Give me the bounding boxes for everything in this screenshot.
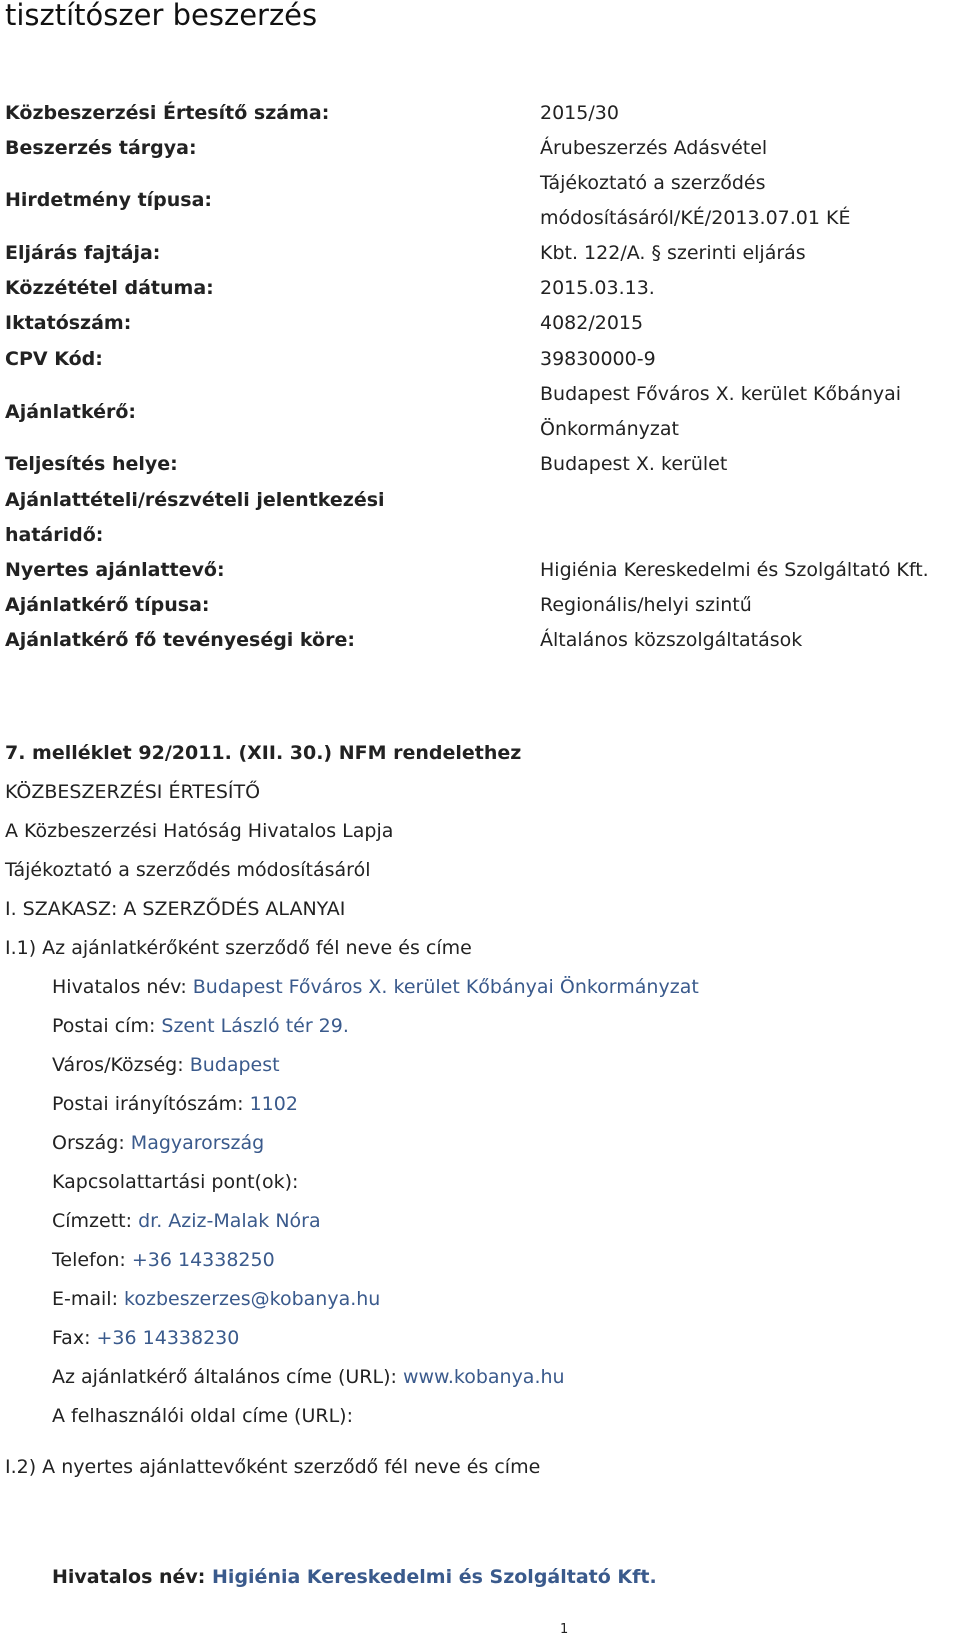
nyertes-value: Higiénia Kereskedelmi és Szolgáltató Kft. bbox=[540, 559, 929, 581]
contact-field-label: Postai cím: bbox=[52, 1015, 162, 1037]
melleklet-heading: 7. melléklet 92/2011. (XII. 30.) NFM rendelethez bbox=[5, 742, 522, 764]
contact-field-value: dr. Aziz-Malak Nóra bbox=[138, 1210, 321, 1232]
section-i1: I.1) Az ajánlatkérőként szerződő fél neve és címe bbox=[5, 937, 472, 959]
contact-field bbox=[52, 1280, 380, 1319]
contact-field-label: Telefon: bbox=[52, 1249, 132, 1271]
ertesito-value: 2015/30 bbox=[540, 102, 619, 124]
hirdetmeny-label: Hirdetmény típusa: bbox=[5, 189, 213, 211]
targy-label: Beszerzés tárgya: bbox=[5, 137, 197, 159]
contact-field-value: Magyarország bbox=[130, 1132, 265, 1154]
teljesites-label: Teljesítés helye: bbox=[5, 453, 178, 475]
contact-field bbox=[52, 1319, 239, 1358]
szakasz-heading: I. SZAKASZ: A SZERZŐDÉS ALANYAI bbox=[5, 898, 346, 920]
contact-field bbox=[52, 968, 699, 1007]
contact-field-value: +36 14338250 bbox=[131, 1249, 275, 1271]
winner-official-name-label: Hivatalos név: bbox=[52, 1566, 213, 1588]
contact-field bbox=[52, 1085, 298, 1124]
winner-official-name bbox=[52, 1558, 657, 1597]
tajekoztato-heading: Tájékoztató a szerződés módosításáról bbox=[5, 859, 371, 881]
kozzetetel-label: Közzététel dátuma: bbox=[5, 277, 214, 299]
contact-field bbox=[52, 1163, 298, 1202]
contact-field-label: Az ajánlatkérő általános címe (URL): bbox=[52, 1366, 403, 1388]
contact-field-label: Kapcsolattartási pont(ok): bbox=[52, 1171, 299, 1193]
nyertes-label: Nyertes ajánlattevő: bbox=[5, 559, 225, 581]
contact-field-value: kozbeszerzes@kobanya.hu bbox=[124, 1288, 381, 1310]
contact-field bbox=[52, 1241, 275, 1280]
contact-field bbox=[52, 1124, 264, 1163]
hirdetmeny-value-2: módosításáról/KÉ/2013.07.01 KÉ bbox=[540, 207, 851, 229]
ajanlatkero-value-2: Önkormányzat bbox=[540, 418, 679, 440]
iktatoszam-label: Iktatószám: bbox=[5, 312, 132, 334]
contact-field bbox=[52, 1046, 280, 1085]
contact-field bbox=[52, 1007, 349, 1046]
contact-field bbox=[52, 1358, 565, 1397]
tevekenyseg-value: Általános közszolgáltatások bbox=[540, 629, 803, 651]
document-title: tisztítószer beszerzés bbox=[5, 0, 318, 32]
lapja-heading: A Közbeszerzési Hatóság Hivatalos Lapja bbox=[5, 820, 394, 842]
contact-field-label: Fax: bbox=[52, 1327, 97, 1349]
contact-field-value: www.kobanya.hu bbox=[402, 1366, 565, 1388]
winner-official-name-value: Higiénia Kereskedelmi és Szolgáltató Kft. bbox=[212, 1566, 657, 1588]
hatarido-label-1: Ajánlattételi/részvételi jelentkezési bbox=[5, 489, 385, 511]
ajanlatkero-label: Ajánlatkérő: bbox=[5, 401, 137, 423]
eljaras-label: Eljárás fajtája: bbox=[5, 242, 161, 264]
contact-field-label: E-mail: bbox=[52, 1288, 125, 1310]
hirdetmeny-value-1: Tájékoztató a szerződés bbox=[540, 172, 766, 194]
contact-field-value: Budapest Főváros X. kerület Kőbányai Önkormányzat bbox=[192, 976, 699, 998]
contact-field-label: Hivatalos név: bbox=[52, 976, 193, 998]
teljesites-value: Budapest X. kerület bbox=[540, 453, 728, 475]
ertesito-heading: KÖZBESZERZÉSI ÉRTESÍTŐ bbox=[5, 781, 261, 803]
contact-field-label: Ország: bbox=[52, 1132, 131, 1154]
ertesito-label: Közbeszerzési Értesítő száma: bbox=[5, 102, 330, 124]
contact-field-value: Budapest bbox=[189, 1054, 280, 1076]
contact-field-label: Város/Község: bbox=[52, 1054, 190, 1076]
contact-field-value: 1102 bbox=[249, 1093, 298, 1115]
contact-field-label: Címzett: bbox=[52, 1210, 139, 1232]
targy-value: Árubeszerzés Adásvétel bbox=[540, 137, 768, 159]
cpv-label: CPV Kód: bbox=[5, 348, 103, 370]
page-number: 1 bbox=[560, 1622, 569, 1637]
kozzetetel-value: 2015.03.13. bbox=[540, 277, 655, 299]
cpv-value: 39830000-9 bbox=[540, 348, 656, 370]
section-i2: I.2) A nyertes ajánlattevőként szerződő fél neve és címe bbox=[5, 1456, 541, 1478]
iktatoszam-value: 4082/2015 bbox=[540, 312, 644, 334]
tevekenyseg-label: Ajánlatkérő fő tevényeségi köre: bbox=[5, 629, 355, 651]
tipus-label: Ajánlatkérő típusa: bbox=[5, 594, 210, 616]
ajanlatkero-value-1: Budapest Főváros X. kerület Kőbányai bbox=[540, 383, 902, 405]
contact-field-label: Postai irányítószám: bbox=[52, 1093, 250, 1115]
contact-field-value: Szent László tér 29. bbox=[161, 1015, 349, 1037]
tipus-value: Regionális/helyi szintű bbox=[540, 594, 752, 616]
contact-field-label: A felhasználói oldal címe (URL): bbox=[52, 1405, 353, 1427]
hatarido-label-2: határidő: bbox=[5, 524, 104, 546]
contact-field-value: +36 14338230 bbox=[96, 1327, 240, 1349]
contact-field bbox=[52, 1397, 353, 1436]
contact-field bbox=[52, 1202, 321, 1241]
eljaras-value: Kbt. 122/A. § szerinti eljárás bbox=[540, 242, 806, 264]
